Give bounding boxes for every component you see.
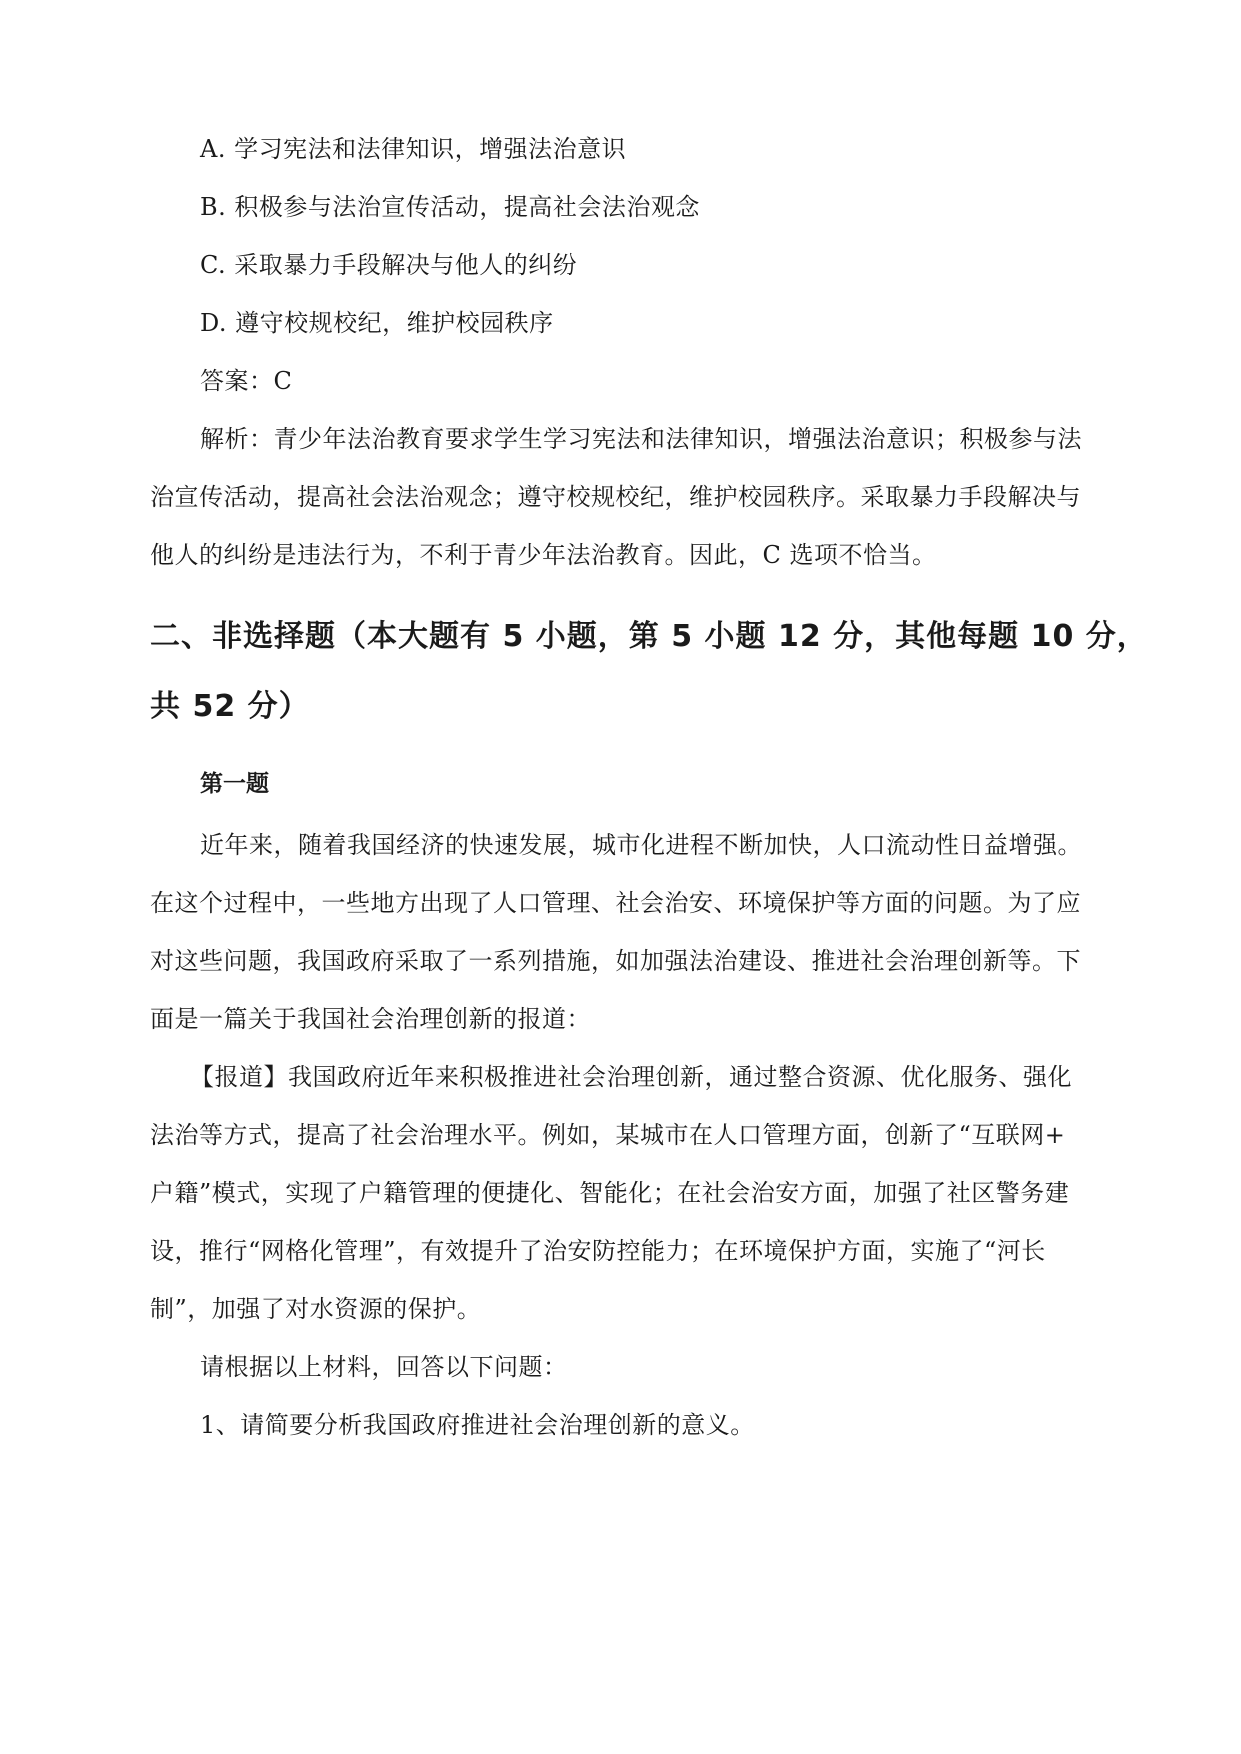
analysis-line: 解析：青少年法治教育要求学生学习宪法和法律知识，增强法治意识；积极参与法 bbox=[200, 425, 1082, 453]
option-b: B. 积极参与法治宣传活动，提高社会法治观念 bbox=[200, 193, 700, 221]
intro-paragraph-line: 近年来，随着我国经济的快速发展，城市化进程不断加快，人口流动性日益增强。 bbox=[200, 831, 1082, 859]
intro-paragraph-line: 在这个过程中，一些地方出现了人口管理、社会治安、环境保护等方面的问题。为了应 bbox=[150, 889, 1081, 917]
section-heading: 二、非选择题（本大题有 5 小题，第 5 小题 12 分，其他每题 10 分， bbox=[150, 619, 1148, 654]
report-paragraph-line: 设，推行“网格化管理”，有效提升了治安防控能力；在环境保护方面，实施了“河长 bbox=[150, 1237, 1046, 1265]
intro-paragraph-line: 面是一篇关于我国社会治理创新的报道： bbox=[150, 1005, 591, 1033]
analysis-line: 他人的纠纷是违法行为，不利于青少年法治教育。因此，C 选项不恰当。 bbox=[150, 541, 937, 569]
intro-paragraph-line: 对这些问题，我国政府采取了一系列措施，如加强法治建设、推进社会治理创新等。下 bbox=[150, 947, 1081, 975]
section-heading: 共 52 分） bbox=[150, 689, 310, 724]
answer-line: 答案：C bbox=[200, 367, 293, 395]
question-title: 第一题 bbox=[200, 771, 269, 797]
sub-question-1: 1、请简要分析我国政府推进社会治理创新的意义。 bbox=[200, 1411, 755, 1439]
option-a: A. 学习宪法和法律知识，增强法治意识 bbox=[200, 135, 627, 163]
option-c: C. 采取暴力手段解决与他人的纠纷 bbox=[200, 251, 578, 279]
report-paragraph-line: 法治等方式，提高了社会治理水平。例如，某城市在人口管理方面，创新了“互联网+ bbox=[150, 1121, 1066, 1149]
question-prompt: 请根据以上材料，回答以下问题： bbox=[200, 1353, 568, 1381]
analysis-line: 治宣传活动，提高社会法治观念；遵守校规校纪，维护校园秩序。采取暴力手段解决与 bbox=[150, 483, 1081, 511]
report-paragraph-line: 户籍”模式，实现了户籍管理的便捷化、智能化；在社会治安方面，加强了社区警务建 bbox=[150, 1179, 1070, 1207]
report-paragraph-line: 制”，加强了对水资源的保护。 bbox=[150, 1295, 482, 1323]
report-paragraph-line: 【报道】我国政府近年来积极推进社会治理创新，通过整合资源、优化服务、强化 bbox=[190, 1063, 1072, 1091]
option-d: D. 遵守校规校纪，维护校园秩序 bbox=[200, 309, 554, 337]
